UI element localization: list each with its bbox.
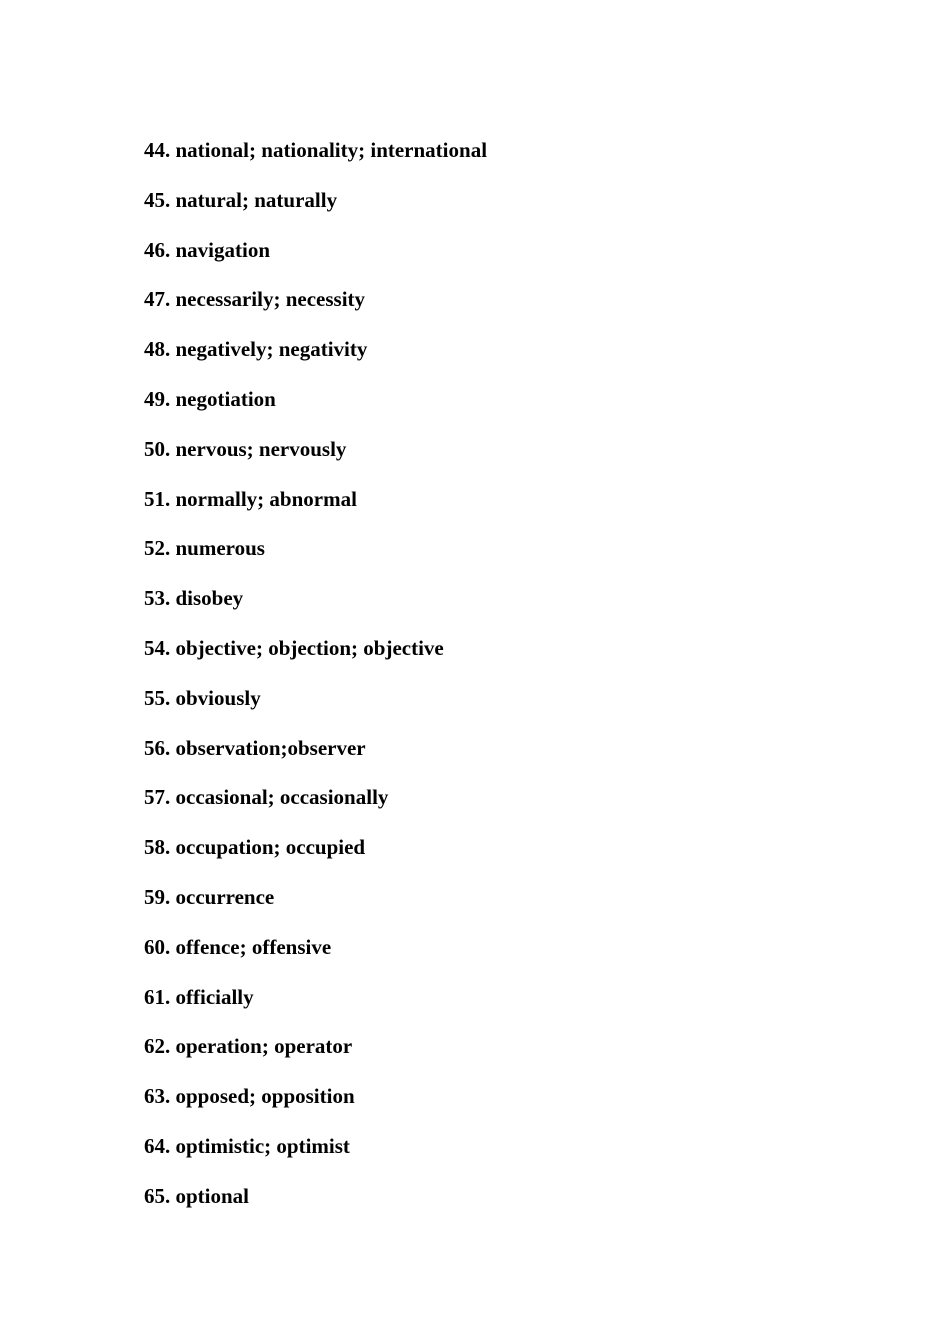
answer-line: 50. nervous; nervously bbox=[144, 436, 347, 461]
answer-line: 61. officially bbox=[144, 984, 254, 1009]
answer-line: 51. normally; abnormal bbox=[144, 486, 357, 511]
answer-line: 44. national; nationality; international bbox=[144, 138, 488, 162]
answer-line: 54. objective; objection; objective bbox=[144, 635, 444, 660]
answer-line: 57. occasional; occasionally bbox=[144, 785, 389, 810]
answer-list bbox=[144, 136, 487, 1232]
answer-line: 59. occurrence bbox=[144, 884, 275, 909]
answer-line: 62. operation; operator bbox=[144, 1034, 353, 1059]
answer-line: 60. offence; offensive bbox=[144, 934, 332, 959]
answer-line: 52. numerous bbox=[144, 536, 265, 561]
answer-line: 65. optional bbox=[144, 1183, 250, 1208]
answer-line: 63. opposed; opposition bbox=[144, 1084, 355, 1109]
answer-line: 49. negotiation bbox=[144, 386, 276, 411]
answer-line: 48. negatively; negativity bbox=[144, 337, 368, 362]
answer-line: 64. optimistic; optimist bbox=[144, 1133, 350, 1158]
answer-line: 53. disobey bbox=[144, 586, 244, 611]
answer-line: 45. natural; naturally bbox=[144, 187, 338, 212]
answer-line: 47. necessarily; necessity bbox=[144, 287, 366, 312]
answer-line: 55. obviously bbox=[144, 685, 261, 710]
answer-line: 46. navigation bbox=[144, 237, 271, 262]
answer-line: 58. occupation; occupied bbox=[144, 835, 366, 860]
answer-line: 56. observation;observer bbox=[144, 735, 366, 760]
